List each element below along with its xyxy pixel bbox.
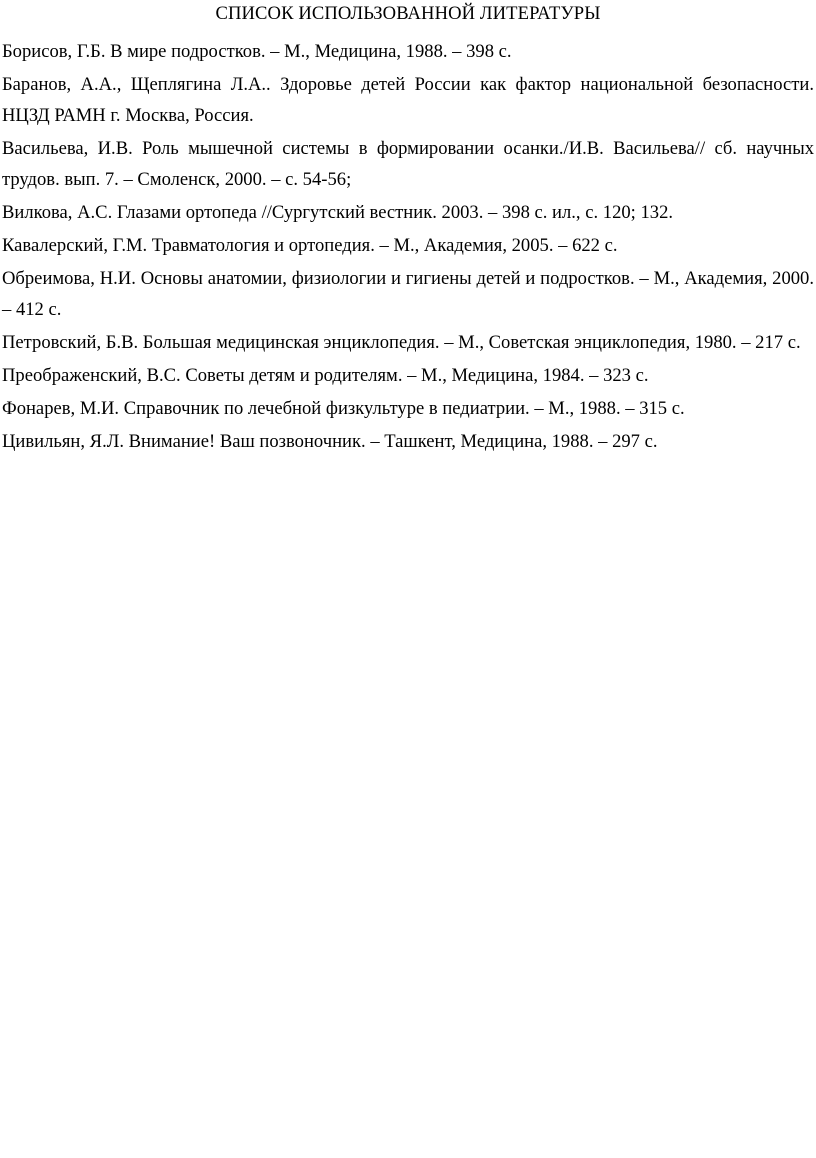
- reference-item: Преображенский, В.С. Советы детям и родителям. – М., Медицина, 1984. – 323 с.: [2, 365, 649, 386]
- reference-item: Борисов, Г.Б. В мире подростков. – М., Медицина, 1988. – 398 с.: [2, 41, 512, 62]
- reference-item: Цивильян, Я.Л. Внимание! Ваш позвоночник. – Ташкент, Медицина, 1988. – 297 с.: [2, 431, 658, 452]
- reference-item: Петровский, Б.В. Большая медицинская энциклопедия. – М., Советская энциклопедия, 1980. – 217 с.: [2, 332, 801, 353]
- reference-item: Обреимова, Н.И. Основы анатомии, физиологии и гигиены детей и подростков. – М., Академия, 2000. – 412 с.: [2, 268, 814, 320]
- reference-list: [2, 36, 814, 457]
- reference-item: Фонарев, М.И. Справочник по лечебной физкультуре в педиатрии. – М., 1988. – 315 с.: [2, 398, 685, 419]
- reference-item: Кавалерский, Г.М. Травматология и ортопедия. – М., Академия, 2005. – 622 с.: [2, 235, 618, 256]
- page-title: СПИСОК ИСПОЛЬЗОВАННОЙ ЛИТЕРАТУРЫ: [215, 3, 601, 24]
- reference-item: Васильева, И.В. Роль мышечной системы в формировании осанки./И.В. Васильева// сб. научных трудов. вып. 7. – Смоленск, 2000. – с. 54-56;: [2, 138, 814, 190]
- reference-item: Баранов, А.А., Щеплягина Л.А.. Здоровье детей России как фактор национальной безопасности. НЦЗД РАМН г. Москва, Россия.: [2, 74, 814, 126]
- reference-item: Вилкова, А.С. Глазами ортопеда //Сургутский вестник. 2003. – 398 с. ил., с. 120; 132.: [2, 202, 674, 223]
